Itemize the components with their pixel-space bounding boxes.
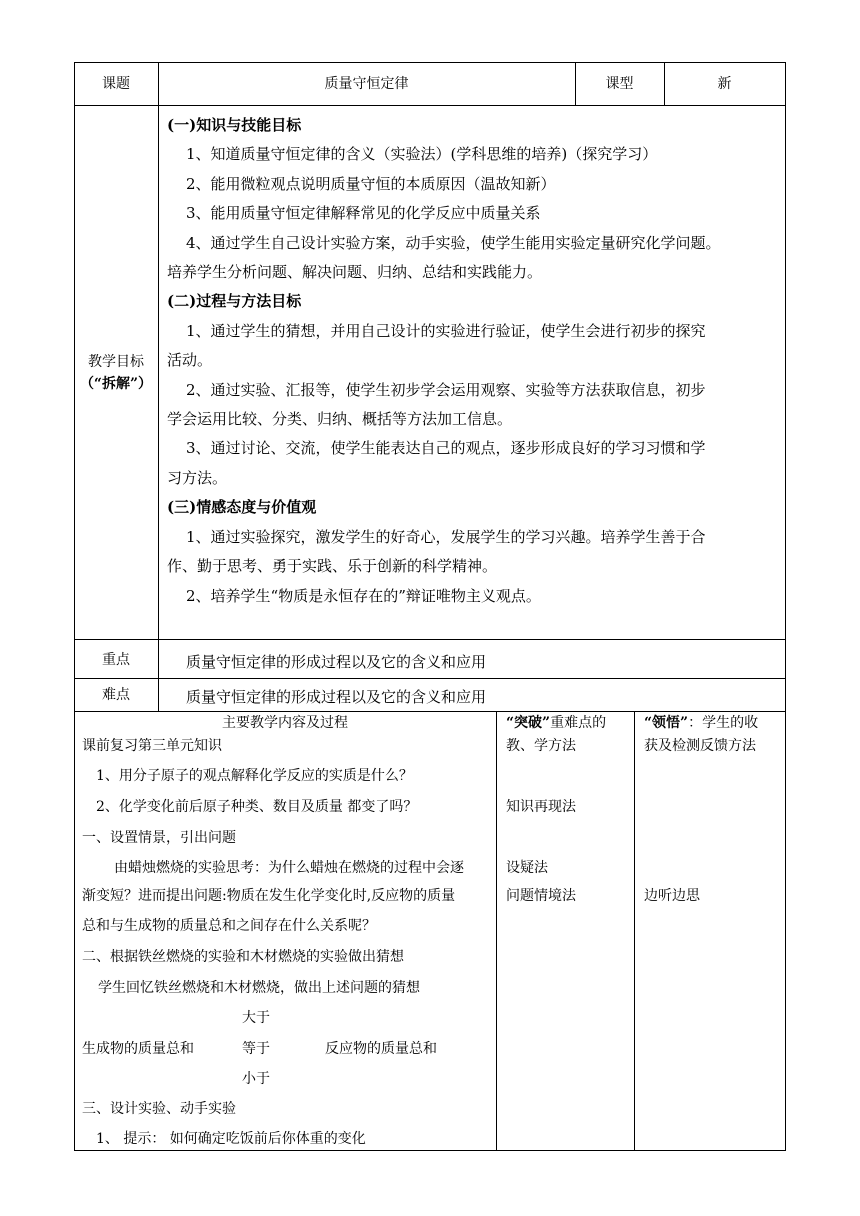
objectives-label: 教学目标 bbox=[88, 354, 144, 370]
objective-line: 学会运用比较、分类、归纳、概括等方法加工信息。 bbox=[167, 410, 513, 428]
row-divider-header bbox=[74, 105, 786, 106]
objective-line: 作、勤于思考、勇于实践、乐于创新的科学精神。 bbox=[167, 557, 498, 575]
process-line: 三、设计实验、动手实验 bbox=[82, 1101, 236, 1117]
objective-line: 4、通过学生自己设计实验方案，动手实验，使学生能用实验定量研究化学问题。 bbox=[186, 234, 721, 252]
methods-header-line2: 教、学方法 bbox=[506, 738, 576, 754]
section-title-attitude: (三)情感态度与价值观 bbox=[167, 498, 317, 516]
objective-line: 活动。 bbox=[167, 351, 213, 369]
method-item: 知识再现法 bbox=[506, 799, 576, 815]
guess-left-term: 生成物的质量总和 bbox=[82, 1041, 194, 1057]
objective-line: 1、通过实验探究，激发学生的好奇心，发展学生的学习兴趣。培养学生善于合 bbox=[186, 528, 706, 546]
key-point-text: 质量守恒定律的形成过程以及它的含义和应用 bbox=[186, 653, 487, 671]
objective-line: 2、培养学生“物质是永恒存在的”辩证唯物主义观点。 bbox=[186, 587, 541, 605]
section-title-knowledge: (一)知识与技能目标 bbox=[167, 116, 302, 134]
process-line: 二、根据铁丝燃烧的实验和木材燃烧的实验做出猜想 bbox=[82, 949, 404, 965]
table-border-bottom bbox=[74, 1150, 786, 1151]
difficulty-label: 难点 bbox=[102, 687, 130, 703]
col-divider-label bbox=[158, 62, 159, 712]
process-line: 由蜡烛燃烧的实验思考：为什么蜡烛在燃烧的过程中会逐 bbox=[114, 860, 464, 876]
methods-header bbox=[506, 716, 606, 730]
topic-label: 课题 bbox=[102, 76, 130, 92]
row-divider-keypoint bbox=[74, 678, 786, 679]
type-value: 新 bbox=[717, 76, 732, 92]
process-content-header: 主要教学内容及过程 bbox=[222, 715, 348, 731]
objective-line: 3、能用质量守恒定律解释常见的化学反应中质量关系 bbox=[186, 204, 541, 222]
col-divider-feedback bbox=[634, 711, 635, 1151]
process-line: 学生回忆铁丝燃烧和木材燃烧，做出上述问题的猜想 bbox=[98, 980, 420, 996]
topic-value: 质量守恒定律 bbox=[324, 76, 409, 92]
guess-option-less: 小于 bbox=[242, 1071, 270, 1087]
process-line: 渐变短？进而提出问题:物质在发生化学变化时,反应物的质量 bbox=[82, 888, 456, 904]
process-line: 总和与生成物的质量总和之间存在什么关系呢？ bbox=[82, 918, 376, 934]
feedback-header-line2: 获及检测反馈方法 bbox=[644, 738, 756, 754]
guess-option-equal: 等于 bbox=[242, 1041, 270, 1057]
key-point-label: 重点 bbox=[102, 652, 130, 668]
table-border-right bbox=[785, 62, 786, 1151]
feedback-item: 边听边思 bbox=[644, 888, 700, 904]
feedback-header-text: ：学生的收 bbox=[688, 715, 759, 731]
table-border-top bbox=[74, 62, 786, 63]
difficulty-text: 质量守恒定律的形成过程以及它的含义和应用 bbox=[186, 688, 487, 706]
row-divider-objectives bbox=[74, 639, 786, 640]
type-label: 课型 bbox=[605, 76, 634, 92]
section-title-process: (二)过程与方法目标 bbox=[167, 292, 302, 310]
method-item: 问题情境法 bbox=[506, 888, 576, 904]
feedback-header bbox=[644, 716, 758, 730]
process-line: 课前复习第三单元知识 bbox=[82, 738, 222, 754]
objective-line: 2、能用微粒观点说明质量守恒的本质原因（温故知新） bbox=[186, 175, 556, 193]
objectives-label-sub: （“拆解”） bbox=[79, 376, 153, 392]
method-item: 设疑法 bbox=[506, 860, 548, 876]
objective-line: 习方法。 bbox=[167, 469, 228, 487]
feedback-header-emphasis: “领悟” bbox=[644, 715, 689, 731]
row-divider-difficulty bbox=[74, 711, 786, 712]
objective-line: 2、通过实验、汇报等，使学生初步学会运用观察、实验等方法获取信息，初步 bbox=[186, 381, 706, 399]
process-line: 2、化学变化前后原子种类、数目及质量 都变了吗？ bbox=[96, 799, 418, 815]
guess-right-term: 反应物的质量总和 bbox=[325, 1041, 437, 1057]
objective-line: 1、知道质量守恒定律的含义（实验法）(学科思维的培养)（探究学习） bbox=[186, 145, 658, 163]
process-line: 1、用分子原子的观点解释化学反应的实质是什么？ bbox=[96, 768, 413, 784]
objective-line: 3、通过讨论、交流，使学生能表达自己的观点，逐步形成良好的学习习惯和学 bbox=[186, 439, 706, 457]
table-border-left bbox=[74, 62, 75, 1151]
guess-option-greater: 大于 bbox=[242, 1010, 270, 1026]
process-line: 一、设置情景，引出问题 bbox=[82, 830, 236, 846]
objective-line: 1、通过学生的猜想，并用自己设计的实验进行验证，使学生会进行初步的探究 bbox=[186, 322, 706, 340]
objective-line: 培养学生分析问题、解决问题、归纳、总结和实践能力。 bbox=[167, 263, 543, 281]
process-line: 1、 提示： 如何确定吃饭前后你体重的变化 bbox=[96, 1131, 366, 1147]
methods-header-text: 重难点的 bbox=[550, 715, 607, 731]
methods-header-emphasis: “突破” bbox=[506, 715, 551, 731]
col-divider-methods bbox=[496, 711, 497, 1151]
